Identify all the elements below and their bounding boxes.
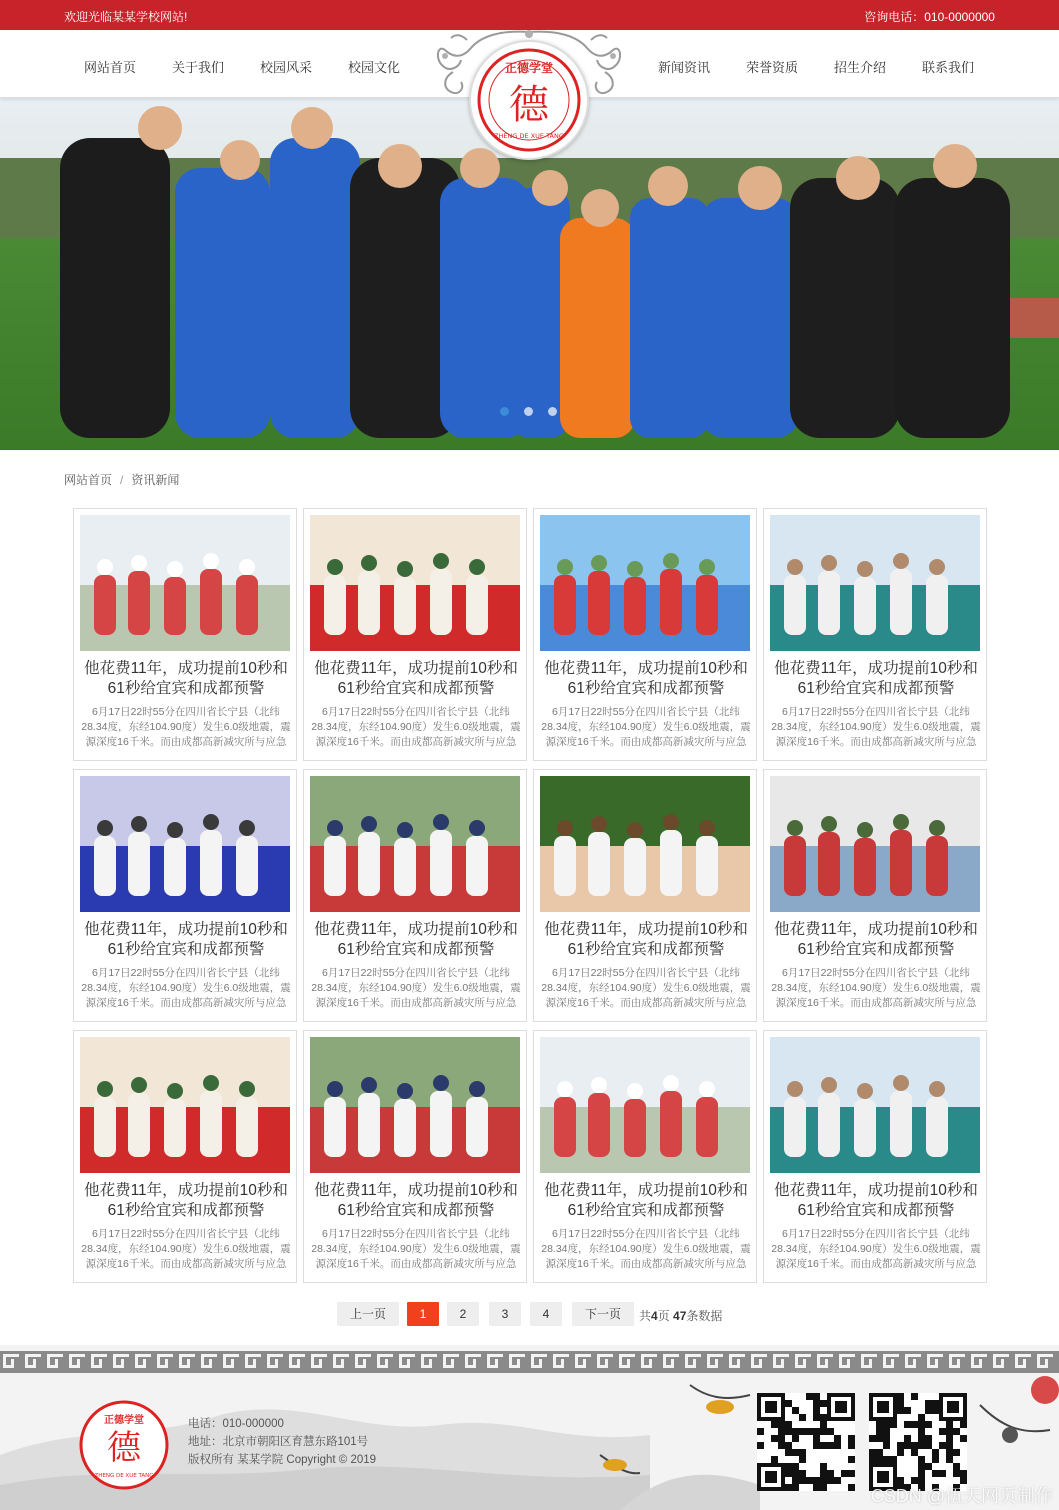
news-title[interactable]: 他花费11年，成功提前10秒和61秒给宜宾和成都预警 — [84, 660, 288, 697]
total-items: 47 — [673, 1309, 687, 1323]
news-desc: 6月17日22时55分在四川省长宁县（北纬28.34度，东经104.90度）发生6.0级地震，震源深度16千米。而由成都高新减灾所与应急 — [81, 1228, 291, 1270]
consult-phone: 咨询电话：010-0000000 — [864, 10, 995, 24]
news-thumbnail[interactable] — [770, 776, 980, 912]
news-desc: 6月17日22时55分在四川省长宁县（北纬28.34度，东经104.90度）发生6.0级地震，震源深度16千米。而由成都高新减灾所与应急 — [541, 706, 751, 748]
next-page-button[interactable]: 下一页 — [572, 1302, 634, 1326]
logo-badge — [469, 40, 589, 160]
news-card[interactable] — [73, 769, 297, 1022]
news-desc: 6月17日22时55分在四川省长宁县（北纬28.34度，东经104.90度）发生6.0级地震，震源深度16千米。而由成都高新减灾所与应急 — [81, 706, 291, 748]
news-title[interactable]: 他花费11年，成功提前10秒和61秒给宜宾和成都预警 — [84, 921, 288, 958]
news-card[interactable] — [533, 508, 757, 761]
news-desc: 6月17日22时55分在四川省长宁县（北纬28.34度，东经104.90度）发生6.0级地震，震源深度16千米。而由成都高新减灾所与应急 — [771, 706, 981, 748]
news-photo — [540, 776, 750, 912]
news-desc: 6月17日22时55分在四川省长宁县（北纬28.34度，东经104.90度）发生6.0级地震，震源深度16千米。而由成都高新减灾所与应急 — [81, 967, 291, 1009]
news-thumbnail[interactable] — [540, 776, 750, 912]
news-thumbnail[interactable] — [80, 1037, 290, 1173]
banner-dot-3[interactable] — [548, 407, 557, 416]
news-photo — [310, 776, 520, 912]
news-thumbnail[interactable] — [80, 776, 290, 912]
page-button-2[interactable]: 2 — [447, 1302, 479, 1326]
footer-info — [188, 1415, 376, 1469]
page-info-prefix: 共 — [639, 1309, 652, 1323]
news-desc: 6月17日22时55分在四川省长宁县（北纬28.34度，东经104.90度）发生6.0级地震，震源深度16千米。而由成都高新减灾所与应急 — [311, 967, 521, 1009]
nav-item-home[interactable]: 网站首页 — [83, 60, 136, 75]
nav-item-contact[interactable]: 联系我们 — [921, 60, 974, 75]
news-photo — [80, 1037, 290, 1173]
news-title[interactable]: 他花费11年，成功提前10秒和61秒给宜宾和成都预警 — [544, 660, 748, 697]
news-thumbnail[interactable] — [310, 776, 520, 912]
footer-logo — [78, 1399, 170, 1491]
page-info-mid: 页 — [657, 1309, 674, 1323]
breadcrumb — [64, 471, 179, 488]
nav-item-news[interactable]: 新闻资讯 — [657, 60, 710, 75]
news-card[interactable] — [73, 508, 297, 761]
logo-pinyin: ZHENG DE XUE TANG — [494, 132, 564, 140]
page-info-suffix: 条数据 — [686, 1309, 723, 1323]
footer-logo-name: 正德学堂 — [104, 1415, 144, 1426]
breadcrumb-home[interactable]: 网站首页 — [64, 473, 113, 487]
news-desc: 6月17日22时55分在四川省长宁县（北纬28.34度，东经104.90度）发生6.0级地震，震源深度16千米。而由成都高新减灾所与应急 — [771, 1228, 981, 1270]
news-photo — [770, 776, 980, 912]
news-title[interactable]: 他花费11年，成功提前10秒和61秒给宜宾和成都预警 — [314, 1182, 518, 1219]
news-photo — [310, 515, 520, 651]
news-thumbnail[interactable] — [540, 515, 750, 651]
banner-dot-1[interactable] — [500, 407, 509, 416]
logo-name-text: 正德学堂 — [504, 61, 554, 75]
news-card[interactable] — [303, 508, 527, 761]
news-card[interactable] — [763, 769, 987, 1022]
news-card[interactable] — [763, 508, 987, 761]
footer-logo-pinyin: ZHENG DE XUE TANG — [94, 1473, 154, 1479]
news-thumbnail[interactable] — [80, 515, 290, 651]
news-photo — [770, 1037, 980, 1173]
qr-code-1 — [757, 1393, 855, 1491]
news-card[interactable] — [763, 1030, 987, 1283]
news-photo — [770, 515, 980, 651]
page-button-1[interactable]: 1 — [407, 1302, 439, 1326]
breadcrumb-separator: / — [120, 473, 124, 487]
nav-item-about[interactable]: 关于我们 — [171, 60, 224, 75]
news-thumbnail[interactable] — [540, 1037, 750, 1173]
news-title[interactable]: 他花费11年，成功提前10秒和61秒给宜宾和成都预警 — [774, 660, 978, 697]
banner-dot-2[interactable] — [524, 407, 533, 416]
footer-copyright: 版权所有 某某学院 Copyright © 2019 — [188, 1454, 377, 1466]
page-button-4[interactable]: 4 — [530, 1302, 562, 1326]
footer-address: 地址：北京市朝阳区育慧东路101号 — [188, 1436, 369, 1448]
news-card[interactable] — [533, 769, 757, 1022]
nav-item-honors[interactable]: 荣誉资质 — [745, 60, 798, 75]
news-desc: 6月17日22时55分在四川省长宁县（北纬28.34度，东经104.90度）发生6.0级地震，震源深度16千米。而由成都高新减灾所与应急 — [541, 967, 751, 1009]
news-title[interactable]: 他花费11年，成功提前10秒和61秒给宜宾和成都预警 — [314, 921, 518, 958]
qr-code-2 — [869, 1393, 967, 1491]
logo-char: 德 — [509, 82, 549, 128]
footer-logo-char: 德 — [107, 1428, 141, 1468]
news-card[interactable] — [533, 1030, 757, 1283]
total-pages: 4 — [651, 1309, 658, 1323]
news-title[interactable]: 他花费11年，成功提前10秒和61秒给宜宾和成都预警 — [774, 921, 978, 958]
nav-item-campus-style[interactable]: 校园风采 — [259, 60, 312, 75]
news-title[interactable]: 他花费11年，成功提前10秒和61秒给宜宾和成都预警 — [84, 1182, 288, 1219]
news-thumbnail[interactable] — [770, 515, 980, 651]
nav-item-campus-culture[interactable]: 校园文化 — [347, 60, 400, 75]
news-photo — [540, 1037, 750, 1173]
news-title[interactable]: 他花费11年，成功提前10秒和61秒给宜宾和成都预警 — [544, 1182, 748, 1219]
prev-page-button[interactable]: 上一页 — [337, 1302, 399, 1326]
news-desc: 6月17日22时55分在四川省长宁县（北纬28.34度，东经104.90度）发生6.0级地震，震源深度16千米。而由成都高新减灾所与应急 — [311, 706, 521, 748]
news-desc: 6月17日22时55分在四川省长宁县（北纬28.34度，东经104.90度）发生6.0级地震，震源深度16千米。而由成都高新减灾所与应急 — [771, 967, 981, 1009]
page-info — [639, 1307, 749, 1324]
breadcrumb-current: 资讯新闻 — [131, 473, 180, 487]
news-photo — [310, 1037, 520, 1173]
welcome-text: 欢迎光临某某学校网站! — [64, 10, 188, 24]
news-card[interactable] — [303, 1030, 527, 1283]
site-logo[interactable] — [431, 26, 627, 156]
site-footer — [0, 1345, 1059, 1510]
news-photo — [80, 776, 290, 912]
news-photo — [80, 515, 290, 651]
news-card[interactable] — [73, 1030, 297, 1283]
news-title[interactable]: 他花费11年，成功提前10秒和61秒给宜宾和成都预警 — [544, 921, 748, 958]
news-thumbnail[interactable] — [310, 515, 520, 651]
footer-phone: 电话：010-000000 — [188, 1418, 284, 1430]
news-desc: 6月17日22时55分在四川省长宁县（北纬28.34度，东经104.90度）发生6.0级地震，震源深度16千米。而由成都高新减灾所与应急 — [541, 1228, 751, 1270]
page-button-3[interactable]: 3 — [489, 1302, 521, 1326]
news-title[interactable]: 他花费11年，成功提前10秒和61秒给宜宾和成都预警 — [774, 1182, 978, 1219]
news-thumbnail[interactable] — [770, 1037, 980, 1173]
news-desc: 6月17日22时55分在四川省长宁县（北纬28.34度，东经104.90度）发生6.0级地震，震源深度16千米。而由成都高新减灾所与应急 — [311, 1228, 521, 1270]
nav-item-admissions[interactable]: 招生介绍 — [833, 60, 886, 75]
news-title[interactable]: 他花费11年，成功提前10秒和61秒给宜宾和成都预警 — [314, 660, 518, 697]
news-thumbnail[interactable] — [310, 1037, 520, 1173]
csdn-watermark: CSDN @伍天网页制作 — [870, 1486, 1053, 1506]
news-photo — [540, 515, 750, 651]
news-card[interactable] — [303, 769, 527, 1022]
